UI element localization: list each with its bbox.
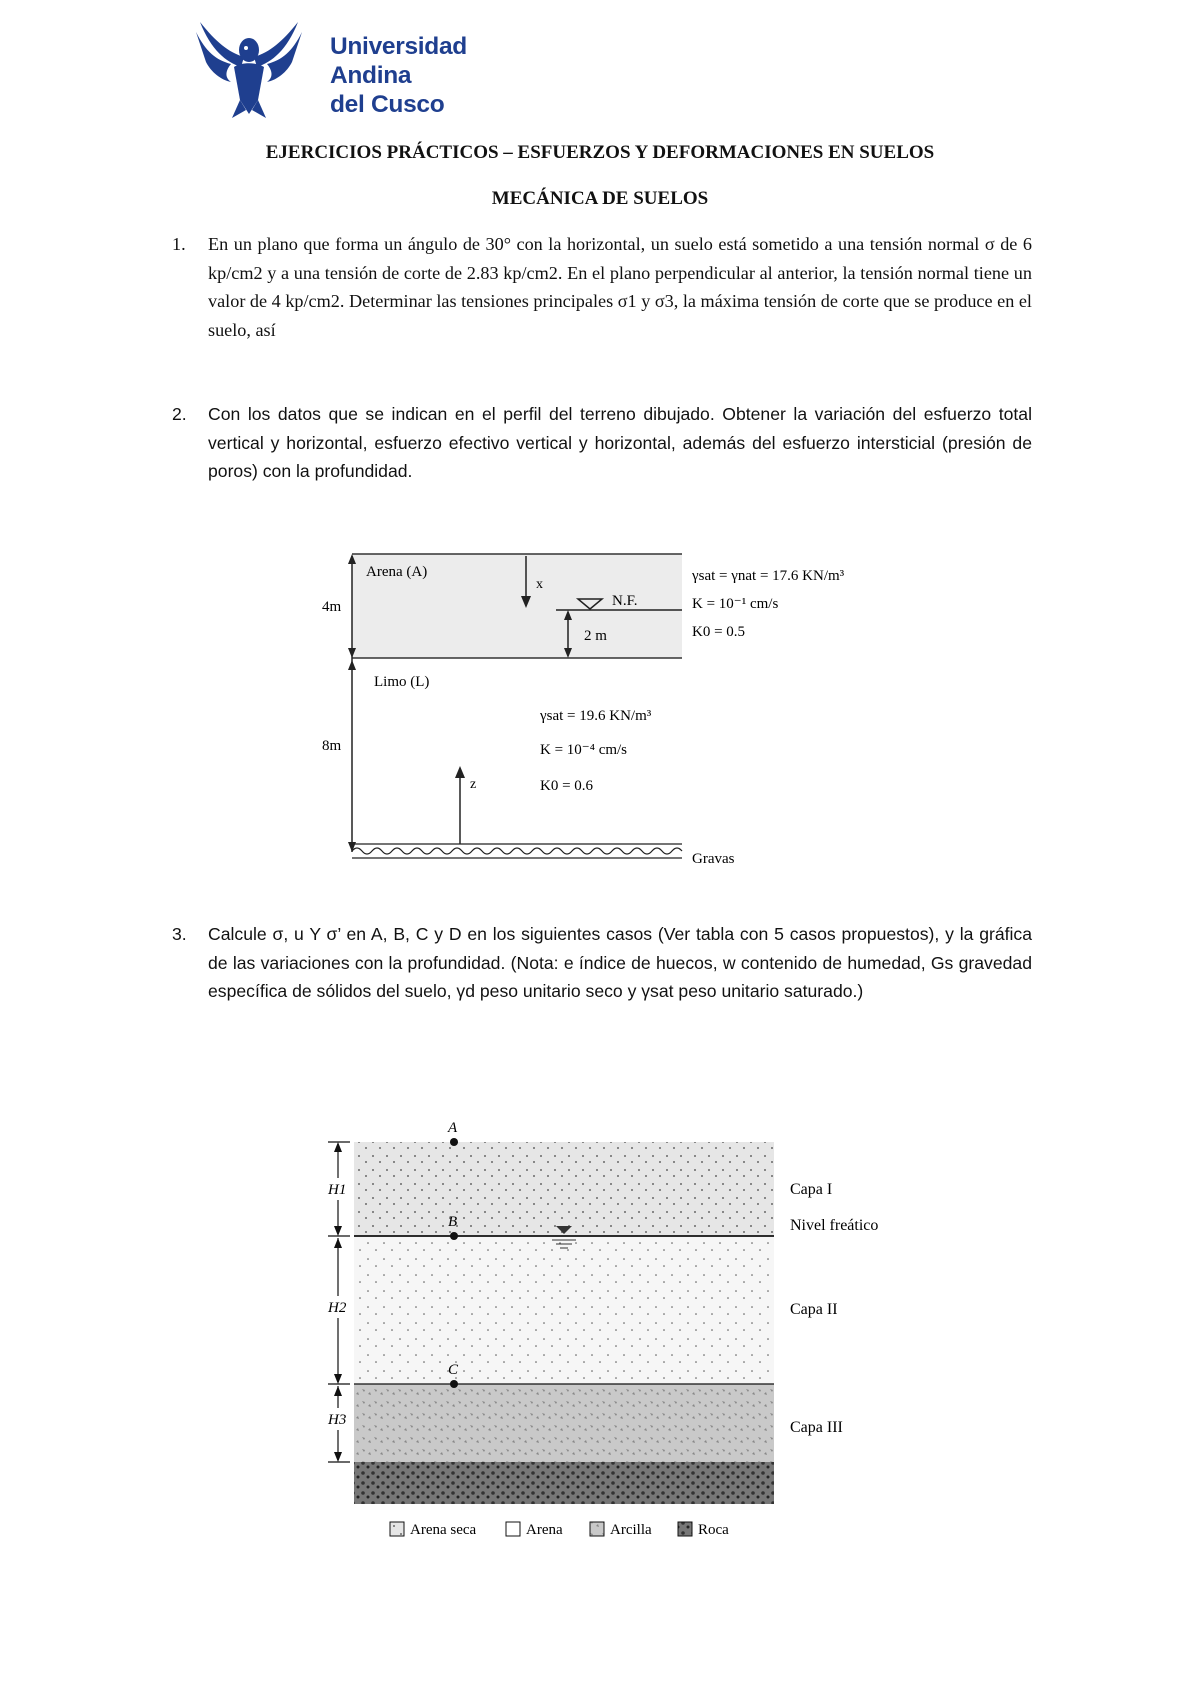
exercise-3 (172, 920, 1032, 1006)
legend-rock: Roca (698, 1522, 729, 1538)
layer-dry-sand (354, 1142, 774, 1236)
layer2-unit-weight: γsat = 19.6 KN/m³ (540, 708, 652, 724)
point-a-label: A (448, 1120, 458, 1136)
water-table-depth: 2 m (584, 628, 607, 644)
exercise-text: Con los datos que se indican en el perfil del terreno dibujado. Obtener la variación del esfuerzo total vertical y horizontal, esfuerzo efectivo vertical y horizontal, además del esfuerzo intersticial (presión de poros) con la profundidad. (208, 404, 1032, 481)
layer-clay (354, 1384, 774, 1462)
z-label: z (470, 777, 477, 792)
h2-label: H2 (328, 1300, 347, 1316)
layer-rock (354, 1462, 774, 1504)
gravel-base (352, 844, 682, 858)
layer1-permeability: K = 10⁻¹ cm/s (692, 596, 779, 612)
layer1-k0: K0 = 0.5 (692, 624, 746, 640)
legend-sand: Arena (526, 1522, 563, 1538)
point-c-marker (450, 1380, 458, 1388)
h1-label: H1 (328, 1182, 347, 1198)
layer1-name: Arena (A) (366, 564, 428, 580)
university-name-line3: del Cusco (330, 91, 445, 118)
layer1-unit-weight: γsat = γnat = 17.6 KN/m³ (692, 568, 845, 584)
capa-3-label: Capa III (790, 1419, 843, 1436)
layer-sand (354, 1236, 774, 1384)
point-c-label: C (448, 1362, 459, 1378)
point-b-label: B (448, 1214, 458, 1230)
legend (390, 1522, 729, 1538)
exercise-text: Calcule σ, u Y σ’ en A, B, C y D en los siguientes casos (Ver tabla con 5 casos propuestos), y la gráfica de las variaciones con la profundidad. (Nota: e índice de huecos, w contenido de humedad, Gs gravedad específica de sólidos del suelo, γd peso unitario seco y γsat peso unitario saturado.) (208, 924, 1032, 1001)
layer2-k0: K0 = 0.6 (540, 778, 594, 794)
eagle-logo-icon (196, 22, 306, 122)
water-table-label: Nivel freático (790, 1217, 879, 1234)
layer2-permeability: K = 10⁻⁴ cm/s (540, 742, 628, 758)
exercise-number: 3. (172, 924, 187, 944)
exercise-number: 2. (172, 404, 187, 424)
legend-clay: Arcilla (610, 1522, 652, 1538)
exercise-1 (172, 230, 1032, 344)
point-a-marker (450, 1138, 458, 1146)
capa-2-label: Capa II (790, 1301, 838, 1318)
soil-profile-figure-2 (300, 1110, 940, 1550)
page-subtitle: MECÁNICA DE SUELOS (491, 188, 709, 209)
university-name (330, 32, 467, 119)
legend-dry-sand: Arena seca (410, 1522, 477, 1538)
layer2-thickness: 8m (322, 738, 342, 754)
legend-swatch-dry-sand (390, 1522, 404, 1536)
point-b-marker (450, 1232, 458, 1240)
layer1-thickness: 4m (322, 599, 342, 615)
legend-swatch-sand (506, 1522, 520, 1536)
h3-label: H3 (328, 1412, 347, 1428)
water-table-label: N.F. (612, 593, 638, 609)
x-label: x (536, 577, 543, 592)
capa-1-label: Capa I (790, 1181, 833, 1198)
layer2-name: Limo (L) (374, 674, 430, 690)
university-logo (196, 22, 496, 122)
page-title: EJERCICIOS PRÁCTICOS – ESFUERZOS Y DEFORMACIONES EN SUELOS (265, 142, 935, 163)
university-name-line2: Andina (330, 62, 412, 89)
exercise-number: 1. (172, 234, 186, 254)
legend-swatch-rock (678, 1522, 692, 1536)
gravel-label: Gravas (692, 851, 735, 867)
exercise-text: En un plano que forma un ángulo de 30° con la horizontal, un suelo está sometido a una tensión normal σ de 6 kp/cm2 y a una tensión de corte de 2.83 kp/cm2. En el plano perpendicular al anterior, la tensión normal tiene un valor de 4 kp/cm2. Determinar las tensiones principales σ1 y σ3, la máxima tensión de corte que se produce en el suelo, así (208, 234, 1032, 340)
exercise-2 (172, 400, 1032, 486)
university-name-line1: Universidad (330, 33, 467, 60)
legend-swatch-clay (590, 1522, 604, 1536)
soil-profile-figure-1 (322, 540, 910, 880)
